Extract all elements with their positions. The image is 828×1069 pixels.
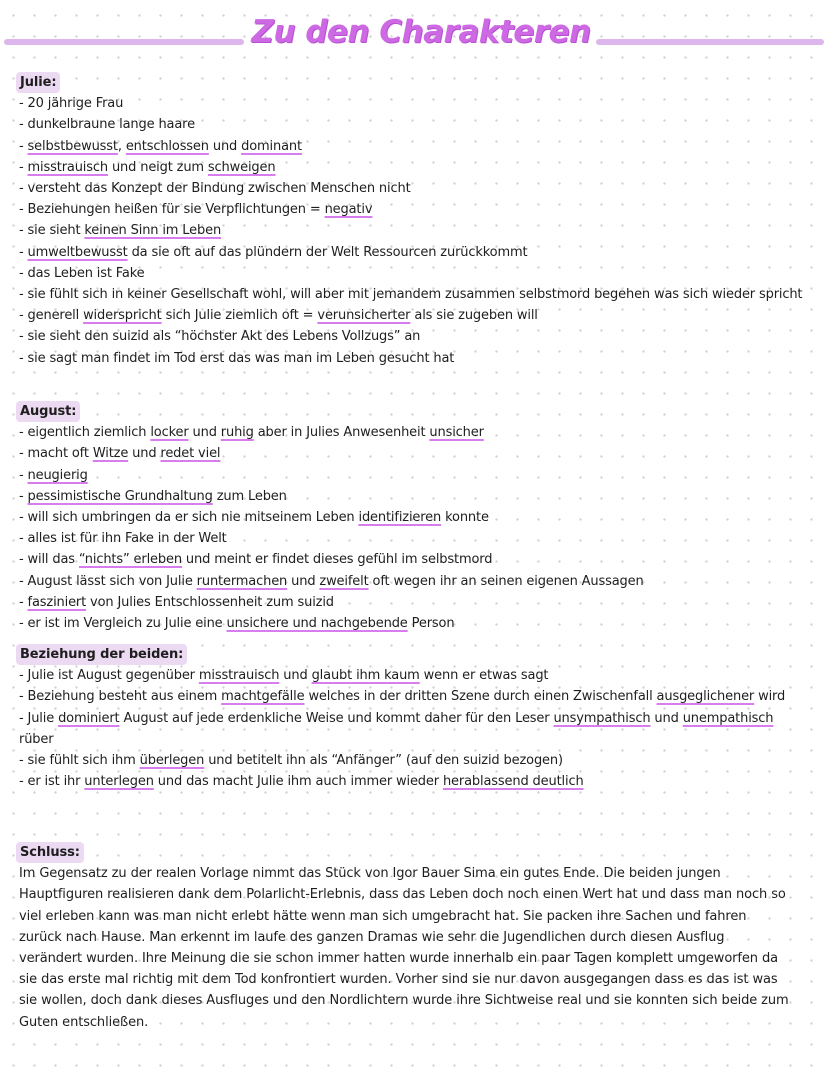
underlined-term: schweigen [207, 159, 276, 175]
list-item: - er ist ihr unterlegen und das macht Julie ihm auch immer wieder herablassend deutlich [19, 774, 584, 790]
list-item: - misstrauisch und neigt zum schweigen [19, 159, 276, 175]
august-list [19, 422, 644, 634]
underlined-term: negativ [324, 202, 373, 218]
underlined-term: herablassend deutlich [442, 774, 584, 790]
underlined-term: “nichts” erleben [78, 552, 182, 568]
underlined-term: zweifelt [319, 573, 369, 589]
section-schluss [19, 842, 791, 1033]
underlined-term: neugierig [27, 467, 88, 483]
underlined-term: entschlossen [125, 138, 209, 154]
list-item: - Beziehung besteht aus einem machtgefälle welches in der dritten Szene durch einen Zwischenfall ausgeglichener wird [19, 689, 786, 705]
list-item: - pessimistische Grundhaltung zum Leben [19, 488, 287, 504]
underlined-term: pessimistische Grundhaltung [27, 488, 213, 504]
underlined-term: umweltbewusst [27, 244, 128, 260]
list-item: - Julie ist August gegenüber misstrauisch und glaubt ihm kaum wenn er etwas sagt [19, 668, 549, 684]
title-line-left [4, 39, 244, 45]
list-item: - neugierig [19, 467, 88, 483]
list-item: - er ist im Vergleich zu Julie eine unsichere und nachgebende Person [19, 616, 455, 632]
underlined-term: ausgeglichener [656, 689, 755, 705]
list-item: - dunkelbraune lange haare [19, 117, 195, 133]
list-item: - das Leben ist Fake [19, 265, 145, 281]
underlined-term: dominiert [58, 710, 120, 726]
list-item: - 20 jährige Frau [19, 96, 124, 112]
underlined-term: unsicher [429, 425, 484, 441]
list-item: - versteht das Konzept der Bindung zwischen Menschen nicht [19, 181, 411, 197]
underlined-term: locker [150, 425, 189, 441]
underlined-term: ruhig [220, 425, 254, 441]
underlined-term: redet viel [160, 446, 221, 462]
list-item: - sie fühlt sich ihm überlegen und betitelt ihn als “Anfänger” (auf den suizid bezogen) [19, 753, 563, 769]
title-banner [0, 8, 828, 58]
underlined-term: unempathisch [682, 710, 774, 726]
list-item: - macht oft Witze und redet viel [19, 446, 221, 462]
list-item: - selbstbewusst, entschlossen und dominant [19, 138, 302, 154]
underlined-term: identifizieren [358, 510, 442, 526]
underlined-term: unterlegen [84, 774, 154, 790]
underlined-term: fasziniert [27, 594, 87, 610]
list-item: - will sich umbringen da er sich nie mitseinem Leben identifizieren konnte [19, 510, 489, 526]
underlined-term: dominant [241, 138, 302, 154]
underlined-term: überlegen [139, 753, 205, 769]
list-item: - Julie dominiert August auf jede erdenkliche Weise und kommt daher für den Leser unsympathisch und unempathisch rüber [19, 710, 774, 747]
section-heading-beziehung: Beziehung der beiden: [16, 644, 187, 665]
list-item: - generell widerspricht sich Julie ziemlich oft = verunsicherter als sie zugeben will [19, 308, 538, 324]
section-heading-julie: Julie: [16, 72, 60, 93]
underlined-term: Witze [92, 446, 129, 462]
list-item: - sie sieht den suizid als “höchster Akt des Lebens Vollzugs” an [19, 329, 421, 345]
section-julie [19, 72, 809, 369]
julie-list [19, 93, 809, 369]
section-heading-august: August: [16, 401, 80, 422]
list-item: - will das “nichts” erleben und meint er findet dieses gefühl im selbstmord [19, 552, 493, 568]
section-heading-schluss: Schluss: [16, 842, 84, 863]
underlined-term: selbstbewusst [27, 138, 118, 154]
underlined-term: runtermachen [196, 573, 288, 589]
underlined-term: verunsicherter [317, 308, 411, 324]
list-item: - fasziniert von Julies Entschlossenheit zum suizid [19, 594, 334, 610]
list-item: - August lässt sich von Julie runtermachen und zweifelt oft wegen ihr an seinen eigenen Aussagen [19, 573, 644, 589]
underlined-term: widerspricht [83, 308, 162, 324]
list-item: - sie sieht keinen Sinn im Leben [19, 223, 222, 239]
list-item: - Beziehungen heißen für sie Verpflichtungen = negativ [19, 202, 373, 218]
underlined-term: glaubt ihm kaum [311, 668, 420, 684]
underlined-term: misstrauisch [198, 668, 280, 684]
section-august [19, 401, 644, 634]
list-item: - eigentlich ziemlich locker und ruhig aber in Julies Anwesenheit unsicher [19, 425, 484, 441]
list-item: - umweltbewusst da sie oft auf das plündern der Welt Ressourcen zurückkommt [19, 244, 528, 260]
underlined-term: machtgefälle [221, 689, 305, 705]
underlined-term: unsichere und nachgebende [226, 616, 408, 632]
underlined-term: keinen Sinn im Leben [84, 223, 222, 239]
beziehung-list [19, 665, 809, 792]
underlined-term: misstrauisch [27, 159, 108, 175]
underlined-term: unsympathisch [553, 710, 651, 726]
page-title: Zu den Charakteren [251, 14, 591, 50]
list-item: - alles ist für ihn Fake in der Welt [19, 531, 227, 547]
section-beziehung [19, 644, 809, 792]
title-line-right [596, 39, 824, 45]
list-item: - sie sagt man findet im Tod erst das was man im Leben gesucht hat [19, 350, 455, 366]
list-item: - sie fühlt sich in keiner Gesellschaft wohl, will aber mit jemandem zusammen selbstmord begehen was sich wieder spricht [19, 287, 803, 303]
schluss-paragraph: Im Gegensatz zu der realen Vorlage nimmt das Stück von Igor Bauer Sima ein gutes Ende. Die beiden jungen Hauptfiguren realisieren dank dem Polarlicht-Erlebnis, dass das Leben doch noch einen Wert hat und dass man noch so viel erleben kann was man nicht erlebt hätte wenn man sich umgebracht hat. Sie packen ihre Sachen und fahren zurück nach Hause. Man erkennt im laufe des ganzen Dramas wie sehr die Jugendlichen durch diesen Ausflug verändert wurden. Ihre Meinung die sie schon immer hatten wurde innerhalb ein paar Tagen komplett umgeworfen da sie das erste mal richtig mit dem Tod konfrontiert wurden. Vorher sind sie nur davon ausgegangen dass es das ist was sie wollen, doch dank dieses Ausfluges und den Nordlichtern wurde ihre Sichtweise real und sie konnten sich beide zum Guten entschließen. [19, 866, 789, 1030]
